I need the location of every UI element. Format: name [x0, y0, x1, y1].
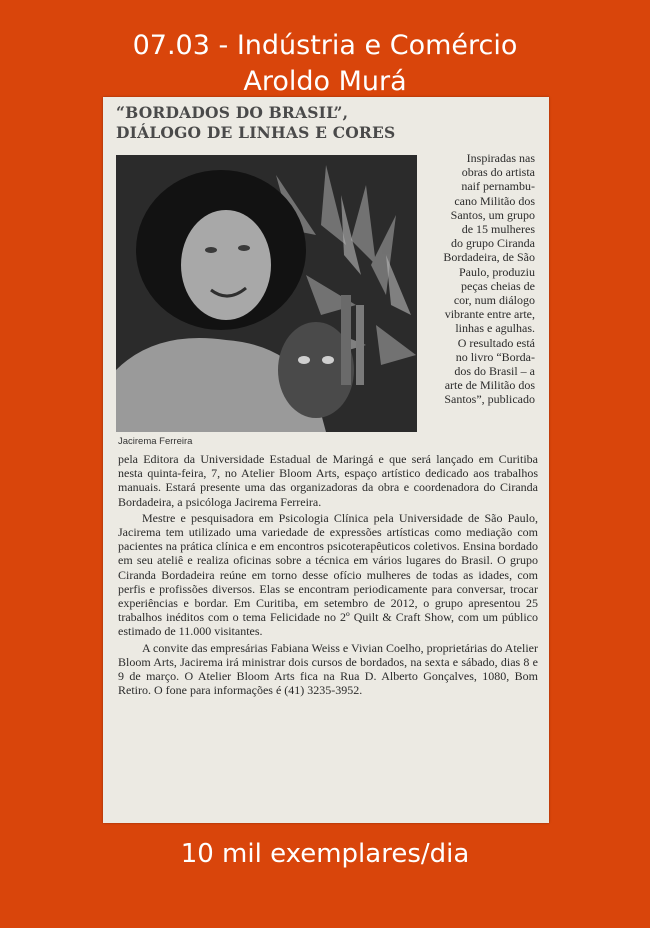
article-headline — [116, 103, 536, 143]
article-paragraph-2: Mestre e pesquisadora em Psicologia Clínica pela Universidade de São Paulo, Jacirema tem utilizado uma variedade de expressões artísticas como mediação com pacientes na prática clínica e em encontros psicoterapêuticos coletivos. Ensina bordado em seu ateliê e realiza oficinas sobre a técnica em vários lugares do Brasil. O grupo Ciranda Bordadeira reúne em torno desse ofício mulheres de todas as idades, com perfis e profissões diversos. Elas se encontram periodicamente para conversar, trocar experiências e bordar. Em Curitiba, em setembro de 2012, o grupo apresentou 25 trabalhos inéditos com o tema Felicidade no 2º Quilt & Craft Show, com um público estimado de 11.000 visitantes. — [118, 510, 538, 639]
article-body — [118, 452, 538, 699]
date-section-title: 07.03 - Indústria e Comércio — [132, 30, 518, 61]
photo-illustration — [116, 155, 417, 432]
clipping-header — [0, 28, 650, 100]
headline-line-1: “BORDADOS DO BRASIL”, — [116, 103, 349, 122]
article-paragraph-3: A convite das empresárias Fabiana Weiss e Vivian Coelho, proprietárias do Atelier Bloom Arts, Jacirema irá ministrar dois cursos de bordados, na sexta e sábado, dias 8 e 9 de março. O Atelier Bloom Arts fica na Rua D. Alberto Gonçalves, 1080, Bom Retiro. O fone para informações é (41) 3235-3952. — [118, 640, 538, 698]
columnist-name: Aroldo Murá — [243, 66, 407, 97]
circulation-footer: 10 mil exemplares/dia — [180, 839, 470, 869]
article-photo — [116, 155, 417, 432]
headline-line-2: DIÁLOGO DE LINHAS E CORES — [116, 123, 396, 142]
photo-caption: Jacirema Ferreira — [118, 436, 193, 447]
article-paragraph-1: pela Editora da Universidade Estadual de Maringá e que será lançado em Curitiba nesta quinta-feira, 7, no Atelier Bloom Arts, espaço artístico dedicado aos trabalhos manuais. Estará presente uma das organizadoras da obra e coordenadora do Ciranda Bordadeira, a psicóloga Jacirema Ferreira. — [118, 452, 538, 509]
newspaper-clipping — [103, 97, 549, 823]
article-side-column: Inspiradas nas obras do artista naif pernambu- cano Militão dos Santos, um grupo de 15 mulheres do grupo Ciranda Bordadeira, de São Paulo, produziu peças cheias de cor, num diálogo vibrante entre arte, linhas e agulhas. O resultado está no livro “Borda- dos do Brasil – a arte de Militão dos Santos”, publicado — [443, 151, 535, 407]
